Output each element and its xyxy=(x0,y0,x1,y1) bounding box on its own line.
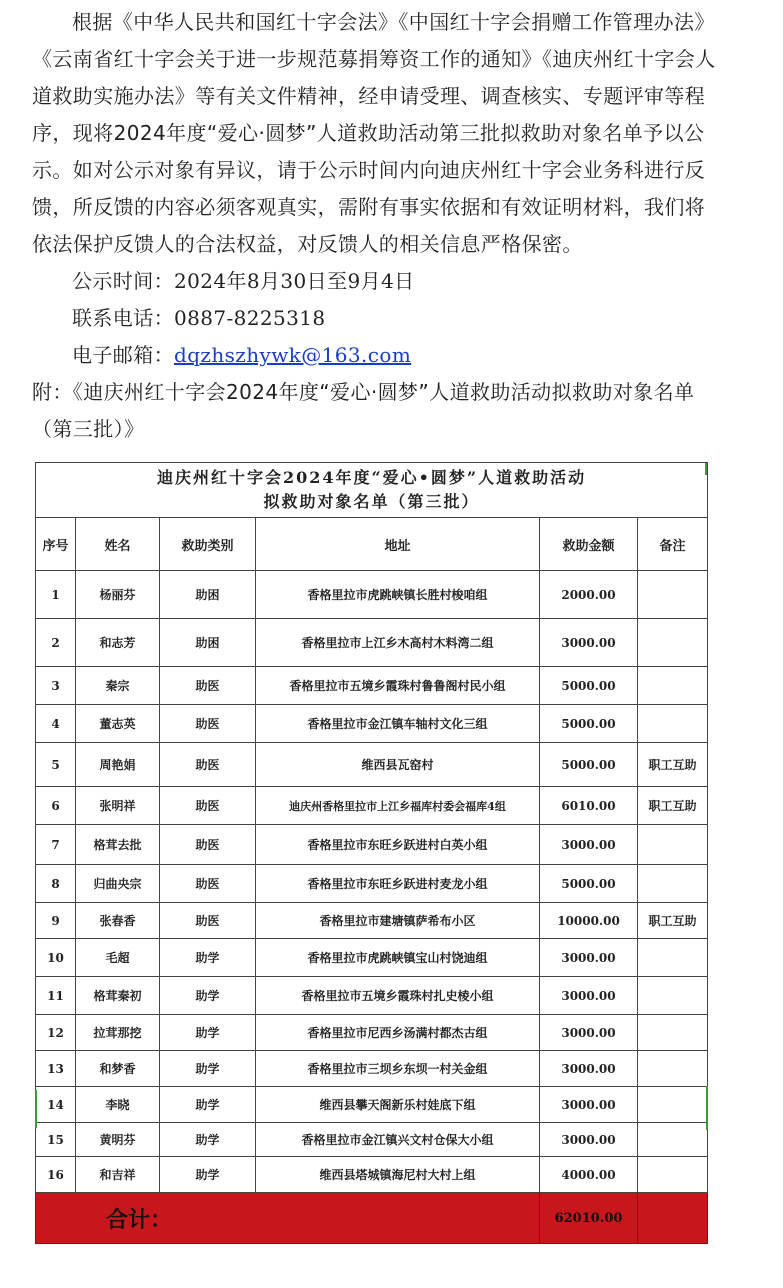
table-row xyxy=(36,1123,708,1157)
table-row xyxy=(36,1087,708,1123)
row-no: 7 xyxy=(36,825,76,865)
row-no: 15 xyxy=(36,1123,76,1157)
row-amount: 3000.00 xyxy=(540,1051,638,1087)
intro-paragraph: 根据《中华人民共和国红十字会法》《中国红十字会捐赠工作管理办法》《云南省红十字会关于进一步规范募捐筹资工作的通知》《迪庆州红十字会人道救助实施办法》等有关文件精神，经申请受理、调查核实、专题评审等程序，现将2024年度“爱心·圆梦”人道救助活动第三批拟救助对象名单予以公示。如对公示对象有异议，请于公示时间内向迪庆州红十字会业务科进行反馈，所反馈的内容必须客观真实，需附有事实依据和有效证明材料，我们将依法保护反馈人的合法权益，对反馈人的相关信息严格保密。 xyxy=(32,10,716,256)
table-row xyxy=(36,903,708,939)
row-address: 香格里拉市三坝乡东坝一村关金组 xyxy=(256,1051,540,1087)
row-name: 李晓 xyxy=(76,1087,160,1123)
row-name: 周艳娟 xyxy=(76,743,160,787)
phone-value: 0887-8225318 xyxy=(174,306,326,330)
row-type: 助医 xyxy=(160,825,256,865)
row-amount: 3000.00 xyxy=(540,1087,638,1123)
table-row xyxy=(36,619,708,667)
header-no: 序号 xyxy=(36,518,76,571)
row-type: 助医 xyxy=(160,787,256,825)
row-amount: 5000.00 xyxy=(540,743,638,787)
row-no: 6 xyxy=(36,787,76,825)
row-address: 香格里拉市东旺乡跃进村白英小组 xyxy=(256,825,540,865)
row-type: 助学 xyxy=(160,1123,256,1157)
row-amount: 6010.00 xyxy=(540,787,638,825)
row-type: 助学 xyxy=(160,939,256,977)
row-address: 香格里拉市虎跳峡镇长胜村梭咱组 xyxy=(256,571,540,619)
row-address: 香格里拉市东旺乡跃进村麦龙小组 xyxy=(256,865,540,903)
row-no: 5 xyxy=(36,743,76,787)
row-address: 维西县瓦窑村 xyxy=(256,743,540,787)
row-note xyxy=(638,1123,708,1157)
row-amount: 4000.00 xyxy=(540,1157,638,1193)
row-address: 香格里拉市上江乡木高村木料湾二组 xyxy=(256,619,540,667)
row-note: 职工互助 xyxy=(638,743,708,787)
row-amount: 3000.00 xyxy=(540,825,638,865)
table-row xyxy=(36,705,708,743)
row-note xyxy=(638,667,708,705)
email-link[interactable]: dqzhszhywk@163.com xyxy=(174,343,412,367)
email-line: 电子邮箱：dqzhszhywk@163.com xyxy=(72,343,412,367)
green-mark-right xyxy=(706,1086,708,1130)
row-note xyxy=(638,977,708,1015)
table-row xyxy=(36,787,708,825)
attachment-line: 附：《迪庆州红十字会2024年度“爱心·圆梦”人道救助活动拟救助对象名单（第三批）》 xyxy=(32,380,695,441)
row-no: 11 xyxy=(36,977,76,1015)
row-name: 和吉祥 xyxy=(76,1157,160,1193)
row-type: 助医 xyxy=(160,903,256,939)
row-name: 拉茸那挖 xyxy=(76,1015,160,1051)
row-amount: 3000.00 xyxy=(540,1015,638,1051)
row-amount: 2000.00 xyxy=(540,571,638,619)
row-note: 职工互助 xyxy=(638,903,708,939)
row-amount: 5000.00 xyxy=(540,865,638,903)
table-row xyxy=(36,977,708,1015)
table-row xyxy=(36,571,708,619)
row-name: 张春香 xyxy=(76,903,160,939)
row-type: 助学 xyxy=(160,977,256,1015)
row-type: 助医 xyxy=(160,743,256,787)
row-no: 3 xyxy=(36,667,76,705)
table-row xyxy=(36,1051,708,1087)
row-no: 14 xyxy=(36,1087,76,1123)
header-amount: 救助金额 xyxy=(540,518,638,571)
row-note xyxy=(638,1051,708,1087)
row-note: 职工互助 xyxy=(638,787,708,825)
table-row xyxy=(36,667,708,705)
row-name: 格茸去批 xyxy=(76,825,160,865)
row-address: 维西县攀天阁新乐村娃底下组 xyxy=(256,1087,540,1123)
row-amount: 5000.00 xyxy=(540,705,638,743)
row-address: 香格里拉市尼西乡汤满村都杰古组 xyxy=(256,1015,540,1051)
row-address: 香格里拉市建塘镇萨希布小区 xyxy=(256,903,540,939)
table-row xyxy=(36,865,708,903)
row-no: 9 xyxy=(36,903,76,939)
row-address: 维西县塔城镇海尼村大村上组 xyxy=(256,1157,540,1193)
table-row xyxy=(36,1015,708,1051)
row-type: 助学 xyxy=(160,1157,256,1193)
row-name: 秦宗 xyxy=(76,667,160,705)
row-no: 16 xyxy=(36,1157,76,1193)
table-header-row xyxy=(36,518,708,571)
table-row xyxy=(36,1157,708,1193)
row-type: 助学 xyxy=(160,1087,256,1123)
row-address: 香格里拉市五境乡霞珠村扎史棱小组 xyxy=(256,977,540,1015)
row-name: 董志英 xyxy=(76,705,160,743)
row-address: 香格里拉市虎跳峡镇宝山村饶迪组 xyxy=(256,939,540,977)
row-address: 香格里拉市金江镇车轴村文化三组 xyxy=(256,705,540,743)
row-address: 香格里拉市金江镇兴文村仓保大小组 xyxy=(256,1123,540,1157)
row-no: 13 xyxy=(36,1051,76,1087)
row-name: 格茸秦初 xyxy=(76,977,160,1015)
row-note xyxy=(638,1087,708,1123)
row-note xyxy=(638,619,708,667)
row-type: 助困 xyxy=(160,571,256,619)
row-type: 助医 xyxy=(160,865,256,903)
row-no: 8 xyxy=(36,865,76,903)
row-amount: 10000.00 xyxy=(540,903,638,939)
row-no: 12 xyxy=(36,1015,76,1051)
row-note xyxy=(638,705,708,743)
total-label: 合计： xyxy=(36,1193,540,1244)
row-amount: 3000.00 xyxy=(540,977,638,1015)
header-type: 救助类别 xyxy=(160,518,256,571)
header-address: 地址 xyxy=(256,518,540,571)
row-no: 4 xyxy=(36,705,76,743)
row-name: 杨丽芬 xyxy=(76,571,160,619)
table-title: 迪庆州红十字会2024年度“爱心•圆梦”人道救助活动 拟救助对象名单（第三批） xyxy=(36,463,708,518)
row-address: 迪庆州香格里拉市上江乡福库村委会福库4组 xyxy=(256,787,540,825)
row-name: 和梦香 xyxy=(76,1051,160,1087)
row-note xyxy=(638,1157,708,1193)
row-amount: 3000.00 xyxy=(540,619,638,667)
period-value: 2024年8月30日至9月4日 xyxy=(174,269,415,293)
row-note xyxy=(638,939,708,977)
row-note xyxy=(638,571,708,619)
table-row xyxy=(36,743,708,787)
recipient-table-container xyxy=(35,462,707,1244)
row-note xyxy=(638,1015,708,1051)
row-type: 助学 xyxy=(160,1015,256,1051)
total-note-cell xyxy=(638,1193,708,1244)
row-note xyxy=(638,865,708,903)
period-line: 公示时间：2024年8月30日至9月4日 xyxy=(72,269,415,293)
row-name: 毛超 xyxy=(76,939,160,977)
row-name: 和志芳 xyxy=(76,619,160,667)
row-type: 助学 xyxy=(160,1051,256,1087)
row-name: 黄明芬 xyxy=(76,1123,160,1157)
recipient-table xyxy=(35,462,708,1244)
total-row xyxy=(36,1193,708,1244)
row-type: 助医 xyxy=(160,667,256,705)
table-row xyxy=(36,825,708,865)
total-amount: 62010.00 xyxy=(540,1193,638,1244)
phone-line: 联系电话：0887-8225318 xyxy=(72,306,326,330)
green-mark-left xyxy=(35,1090,37,1128)
row-name: 张明祥 xyxy=(76,787,160,825)
row-no: 2 xyxy=(36,619,76,667)
row-type: 助医 xyxy=(160,705,256,743)
row-amount: 3000.00 xyxy=(540,1123,638,1157)
row-no: 10 xyxy=(36,939,76,977)
row-note xyxy=(638,825,708,865)
header-note: 备注 xyxy=(638,518,708,571)
row-type: 助困 xyxy=(160,619,256,667)
announcement-text xyxy=(32,4,722,448)
row-amount: 3000.00 xyxy=(540,939,638,977)
header-name: 姓名 xyxy=(76,518,160,571)
table-row xyxy=(36,939,708,977)
row-address: 香格里拉市五境乡霞珠村鲁鲁阁村民小组 xyxy=(256,667,540,705)
row-name: 归曲央宗 xyxy=(76,865,160,903)
row-amount: 5000.00 xyxy=(540,667,638,705)
row-no: 1 xyxy=(36,571,76,619)
green-mark-top xyxy=(705,463,707,475)
